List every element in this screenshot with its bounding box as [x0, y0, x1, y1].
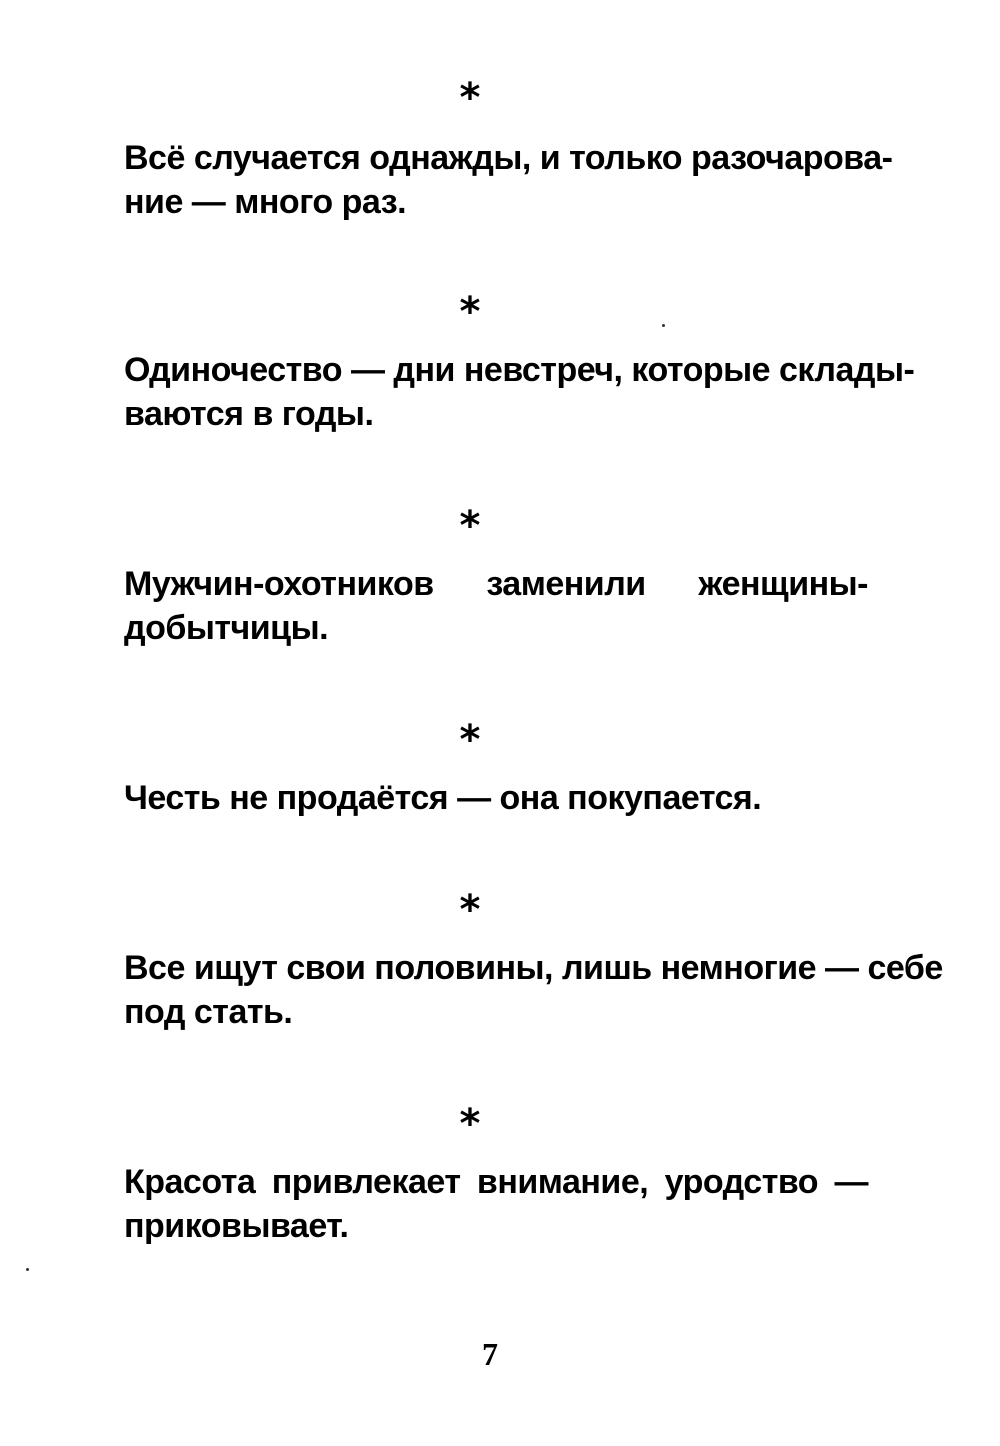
aphorism-5-line-2: под стать. [124, 993, 293, 1031]
aphorism-5-line-1: Все ищут свои половины, лишь немногие — себе [124, 949, 943, 987]
scan-speck [662, 324, 665, 327]
aphorism-6-line-2: приковывает. [124, 1207, 349, 1245]
aphorism-4-line-1: Честь не продаётся — она покупается. [124, 779, 762, 817]
aphorism-1-line-1: Всё случается однажды, и только разочарова- [124, 139, 893, 177]
separator-asterisk: * [459, 503, 481, 549]
separator-asterisk: * [459, 75, 481, 121]
aphorism-6-line-1: Красота привлекает внимание, уродство — [124, 1163, 868, 1201]
aphorism-2-line-2: ваются в годы. [124, 395, 374, 433]
separator-asterisk: * [459, 887, 481, 933]
separator-asterisk: * [459, 717, 481, 763]
separator-asterisk: * [459, 289, 481, 335]
aphorism-3-line-1: Мужчин-охотников заменили женщины- [124, 565, 868, 603]
aphorism-2-line-1: Одиночество — дни невстреч, которые склады- [124, 351, 915, 389]
aphorism-3-line-2: добытчицы. [124, 609, 329, 647]
page-number: 7 [482, 1336, 498, 1372]
aphorism-1-line-2: ние — много раз. [124, 183, 407, 221]
scan-speck [26, 1268, 29, 1271]
separator-asterisk: * [459, 1101, 481, 1147]
